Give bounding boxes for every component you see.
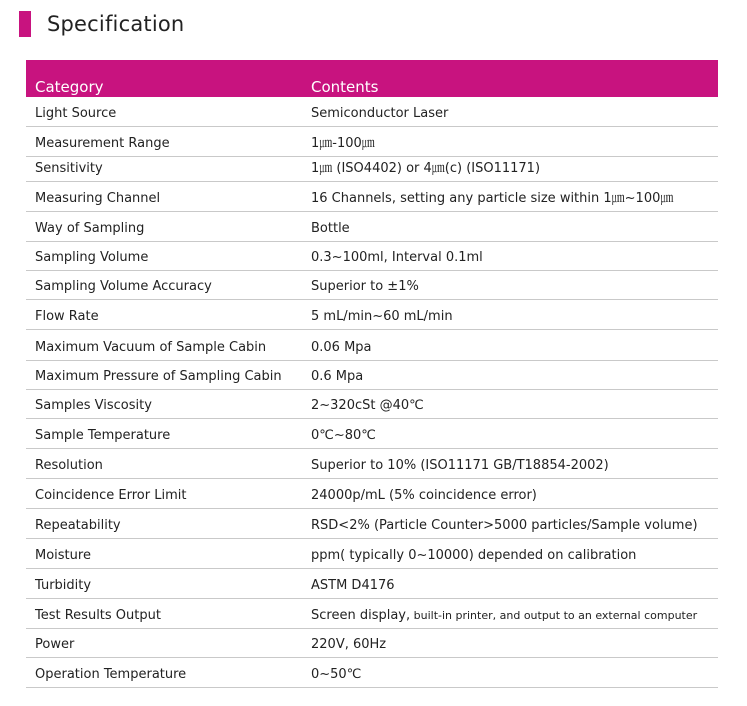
- row-category: Coincidence Error Limit: [35, 488, 187, 503]
- magenta-square-bar-icon: [19, 11, 31, 37]
- row-contents-text: 24000p/mL (5% coincidence error): [311, 488, 537, 503]
- table-row: [26, 271, 718, 300]
- row-contents-text: Superior to 10% (ISO11171 GB/T18854-2002): [311, 458, 609, 473]
- table-row: [26, 212, 718, 242]
- row-category: Test Results Output: [35, 608, 161, 623]
- row-contents-text: ppm( typically 0~10000) depended on calibration: [311, 548, 637, 563]
- row-category: Moisture: [35, 548, 91, 563]
- table-row: [26, 182, 718, 212]
- row-contents-text: 2~320cSt @40℃: [311, 398, 424, 413]
- row-contents: [311, 637, 386, 652]
- row-contents-text: Superior to ±1%: [311, 279, 419, 294]
- row-category: Sample Temperature: [35, 428, 171, 443]
- table-row: [26, 390, 718, 419]
- row-contents: [311, 340, 372, 355]
- table-row: [26, 97, 718, 127]
- row-contents-text: Screen display,: [311, 608, 411, 623]
- row-category: Maximum Pressure of Sampling Cabin: [35, 369, 282, 384]
- row-contents: [311, 578, 395, 593]
- table-row: [26, 242, 718, 271]
- row-category: Sampling Volume: [35, 250, 149, 265]
- row-category: Measurement Range: [35, 136, 170, 151]
- table-body: [26, 97, 718, 688]
- row-category: Way of Sampling: [35, 221, 145, 236]
- table-row: [26, 419, 718, 449]
- table-row: [26, 127, 718, 157]
- row-contents-text: 0.6 Mpa: [311, 369, 364, 384]
- row-category: Operation Temperature: [35, 667, 187, 682]
- row-contents: [311, 369, 363, 384]
- row-category: Light Source: [35, 106, 117, 121]
- row-contents-text: 220V, 60Hz: [311, 637, 387, 652]
- row-category: Sensitivity: [35, 161, 103, 176]
- row-contents: [311, 398, 424, 413]
- row-contents-text: 0℃~80℃: [311, 428, 376, 443]
- row-contents: [311, 221, 350, 236]
- table-row: [26, 658, 718, 688]
- section-heading: [19, 10, 184, 38]
- row-category: Repeatability: [35, 518, 121, 533]
- row-contents: [311, 132, 375, 151]
- table-row: [26, 479, 718, 509]
- page-title: Specification: [47, 12, 185, 36]
- row-category: Sampling Volume Accuracy: [35, 279, 212, 294]
- table-row: [26, 449, 718, 479]
- header-category: Category: [35, 78, 104, 96]
- row-contents-text: 1㎛-100㎛: [311, 136, 375, 151]
- table-header: [26, 60, 718, 97]
- row-contents: [311, 309, 453, 324]
- table-row: [26, 157, 718, 182]
- row-contents: [311, 187, 673, 206]
- row-contents: [311, 157, 540, 176]
- spec-table: [26, 60, 718, 688]
- row-contents-text: Semiconductor Laser: [311, 106, 449, 121]
- row-contents: [311, 608, 697, 623]
- row-contents: [311, 458, 609, 473]
- row-category: Maximum Vacuum of Sample Cabin: [35, 340, 267, 355]
- row-contents-text: 1㎛ (ISO4402) or 4㎛(c) (ISO11171): [311, 161, 541, 176]
- header-contents: Contents: [311, 78, 379, 96]
- row-contents-small-text: built-in printer, and output to an external computer: [410, 609, 698, 622]
- row-contents-text: Bottle: [311, 221, 350, 236]
- row-contents: [311, 106, 448, 121]
- table-row: [26, 569, 718, 599]
- row-contents-text: 0.06 Mpa: [311, 340, 372, 355]
- row-contents: [311, 428, 376, 443]
- row-category: Measuring Channel: [35, 191, 161, 206]
- row-contents: [311, 518, 698, 533]
- row-contents-text: ASTM D4176: [311, 578, 395, 593]
- table-row: [26, 629, 718, 658]
- table-row: [26, 361, 718, 390]
- table-row: [26, 300, 718, 330]
- row-category: Power: [35, 637, 75, 652]
- table-row: [26, 509, 718, 539]
- row-category: Flow Rate: [35, 309, 99, 324]
- row-contents-text: RSD<2% (Particle Counter>5000 particles/Sample volume): [311, 518, 698, 533]
- row-category: Turbidity: [35, 578, 92, 593]
- row-category: Resolution: [35, 458, 103, 473]
- row-contents-text: 16 Channels, setting any particle size within 1㎛~100㎛: [311, 191, 674, 206]
- row-contents-text: 5 mL/min~60 mL/min: [311, 309, 453, 324]
- row-contents: [311, 548, 636, 563]
- row-contents-text: 0.3~100ml, Interval 0.1ml: [311, 250, 483, 265]
- row-contents: [311, 250, 483, 265]
- row-contents: [311, 488, 537, 503]
- table-row: [26, 599, 718, 629]
- row-contents: [311, 279, 419, 294]
- row-contents: [311, 667, 361, 682]
- table-row: [26, 330, 718, 361]
- row-contents-text: 0~50℃: [311, 667, 362, 682]
- row-category: Samples Viscosity: [35, 398, 152, 413]
- table-row: [26, 539, 718, 569]
